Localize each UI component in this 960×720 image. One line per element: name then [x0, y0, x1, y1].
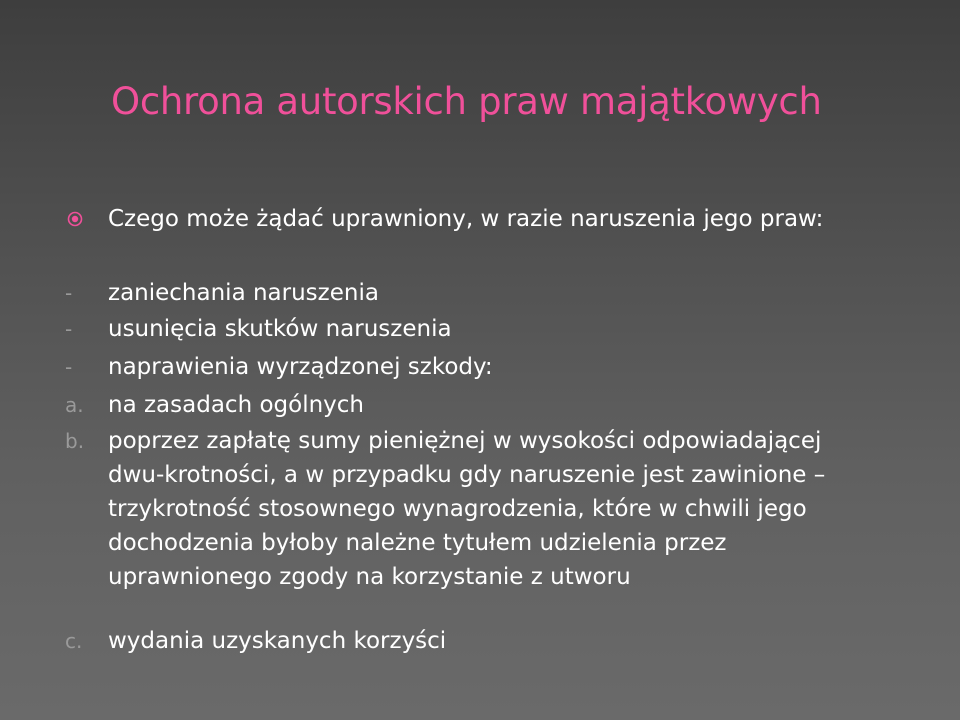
- list-item-text: wydania uzyskanych korzyści: [108, 628, 447, 654]
- list-item-marker: a.: [65, 393, 84, 417]
- list-item-text: poprzez zapłatę sumy pieniężnej w wysokości odpowiadającej dwu-krotności, a w przypadku gdy naruszenie jest zawinione – trzykrotność stosownego wynagrodzenia, które w chwili jego dochodzenia byłoby należne tytułem udzielenia przez uprawnionego zgody na korzystanie z utworu: [108, 428, 826, 590]
- list-item-marker: -: [65, 281, 73, 305]
- slide-title: Ochrona autorskich praw majątkowych: [111, 80, 822, 123]
- list-item-text: zaniechania naruszenia: [108, 280, 379, 306]
- list-item-text: usunięcia skutków naruszenia: [108, 316, 452, 342]
- list-item-text: na zasadach ogólnych: [108, 392, 364, 418]
- list-item-marker: -: [65, 317, 73, 341]
- list-item-marker: c.: [65, 629, 83, 653]
- list-item-text: naprawienia wyrządzonej szkody:: [108, 354, 493, 380]
- list-item-marker: -: [65, 355, 73, 379]
- list-item-text: Czego może żądać uprawniony, w razie naruszenia jego praw:: [108, 206, 824, 232]
- circle-bullet-icon: [67, 211, 83, 227]
- list-item-marker: b.: [65, 429, 85, 453]
